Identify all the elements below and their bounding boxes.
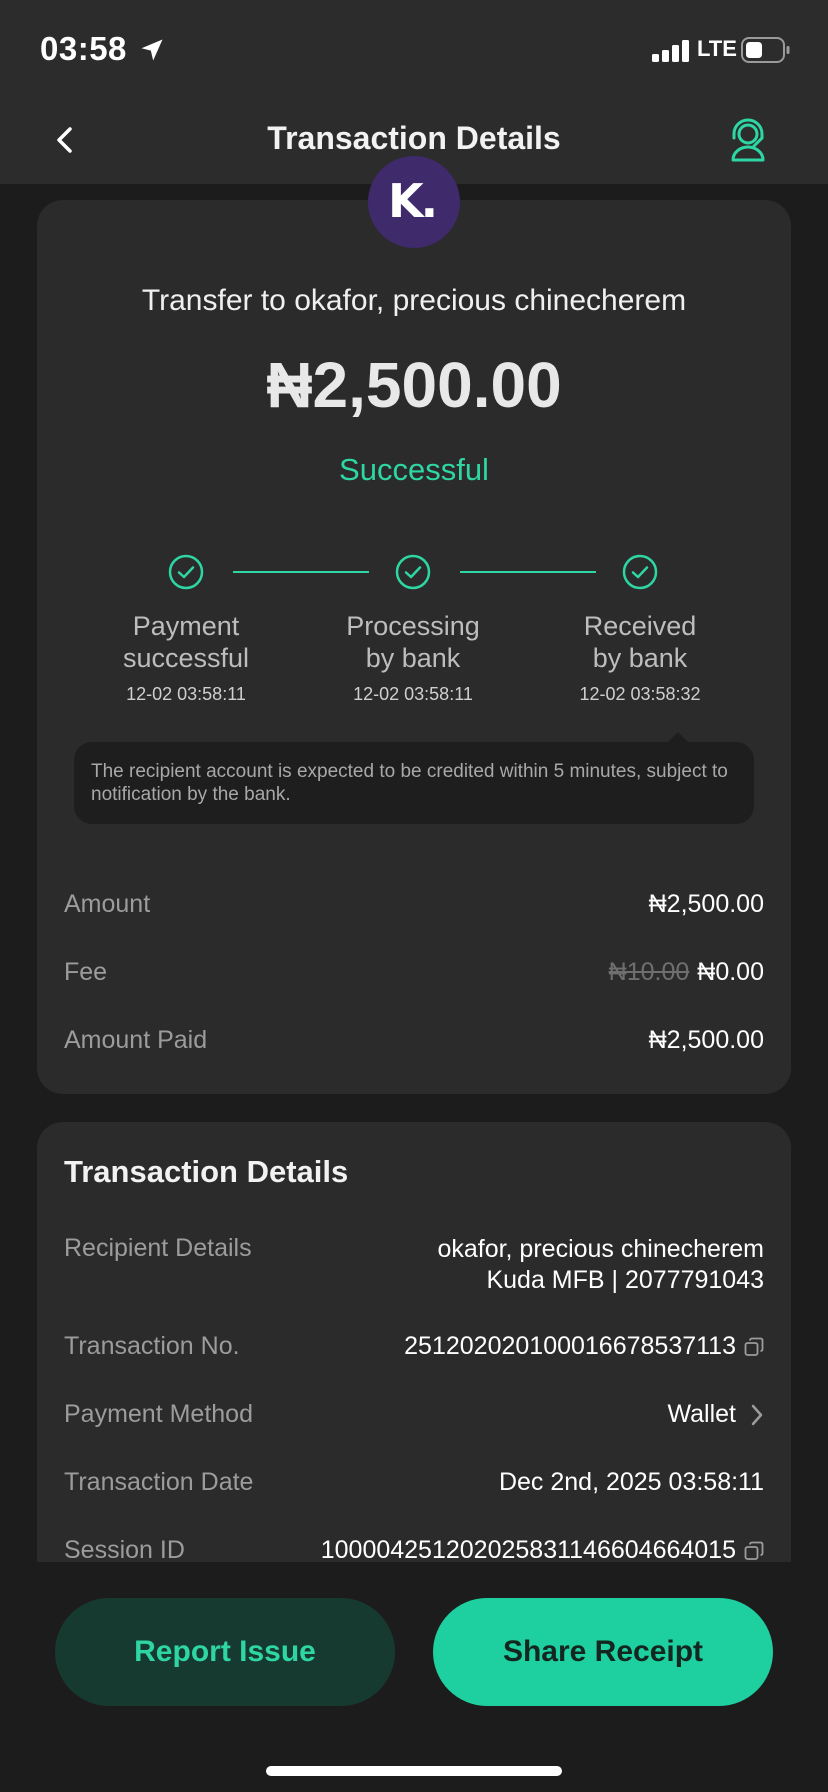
transaction-no-value: 251202020100016678537113 (404, 1332, 736, 1360)
payment-method-value: Wallet (667, 1400, 736, 1428)
amount-value: ₦2,500.00 (648, 890, 764, 918)
location-arrow-icon (138, 36, 166, 64)
battery-icon (741, 37, 791, 63)
credit-notice-tooltip (74, 742, 754, 824)
report-issue-button[interactable]: Report Issue (55, 1598, 395, 1706)
transaction-summary-card (37, 200, 791, 1094)
amount-paid-label: Amount Paid (64, 1026, 208, 1054)
fee-label: Fee (64, 958, 108, 986)
network-type: LTE (697, 36, 737, 61)
step-label (535, 610, 745, 674)
step-label (81, 610, 291, 674)
payment-method-row[interactable] (667, 1400, 764, 1429)
progress-line (460, 571, 596, 573)
step-time: 12-02 03:58:11 (126, 684, 246, 704)
headset-support-icon[interactable] (724, 116, 772, 164)
payment-method-label: Payment Method (64, 1400, 253, 1428)
fee-value: ₦0.00 (697, 958, 764, 986)
signal-icon (652, 40, 692, 62)
step-time: 12-02 03:58:11 (353, 684, 473, 704)
credit-notice-text: The recipient account is expected to be credited within 5 minutes, subject to notification by the bank. (91, 761, 728, 805)
fee-original: ₦10.00 (608, 958, 690, 986)
section-title: Transaction Details (64, 1154, 349, 1189)
step-label-line: Received (583, 611, 697, 641)
chevron-right-icon (750, 1403, 764, 1427)
amount-label: Amount (64, 890, 151, 918)
copy-icon[interactable] (744, 1337, 764, 1357)
copy-icon[interactable] (744, 1541, 764, 1561)
transaction-date-label: Transaction Date (64, 1468, 254, 1496)
check-circle-icon (395, 554, 431, 590)
bank-logo-text: K. (388, 174, 436, 228)
status-badge: Successful (339, 452, 489, 487)
step-time: 12-02 03:58:32 (579, 684, 701, 704)
transfer-amount: ₦2,500.00 (266, 349, 562, 421)
fee-value-group (609, 958, 764, 987)
amount-paid-value: ₦2,500.00 (648, 1026, 764, 1054)
transaction-details-card (37, 1122, 791, 1562)
recipient-details (437, 1234, 764, 1296)
step-label-line: by bank (592, 643, 688, 673)
home-indicator (266, 1766, 562, 1776)
recipient-bank: Kuda MFB | 2077791043 (486, 1266, 764, 1294)
status-bar (0, 0, 828, 100)
bottom-action-bar (0, 1562, 828, 1792)
step-label-line: Processing (346, 611, 480, 641)
recipient-name: okafor, precious chinecherem (437, 1235, 764, 1263)
session-id-row (321, 1536, 764, 1562)
transaction-date-value: Dec 2nd, 2025 03:58:11 (498, 1468, 764, 1496)
step-label-line: successful (122, 643, 250, 673)
page-title: Transaction Details (267, 120, 561, 156)
tooltip-arrow (668, 732, 688, 742)
check-circle-icon (622, 554, 658, 590)
status-time: 03:58 (40, 30, 127, 67)
session-id-value: 100004251202025831146604664015 (320, 1536, 736, 1562)
share-receipt-button[interactable]: Share Receipt (433, 1598, 773, 1706)
transaction-no-row (404, 1332, 764, 1361)
step-label-line: Payment (132, 611, 240, 641)
progress-line (233, 571, 369, 573)
recipient-label: Recipient Details (64, 1234, 252, 1262)
back-chevron-icon[interactable] (46, 120, 86, 160)
bank-logo-avatar (368, 156, 460, 248)
transaction-no-label: Transaction No. (64, 1332, 240, 1360)
step-label (308, 610, 518, 674)
step-label-line: by bank (365, 643, 461, 673)
session-id-label: Session ID (64, 1536, 185, 1562)
check-circle-icon (168, 554, 204, 590)
transfer-title: Transfer to okafor, precious chinecherem (141, 284, 687, 317)
